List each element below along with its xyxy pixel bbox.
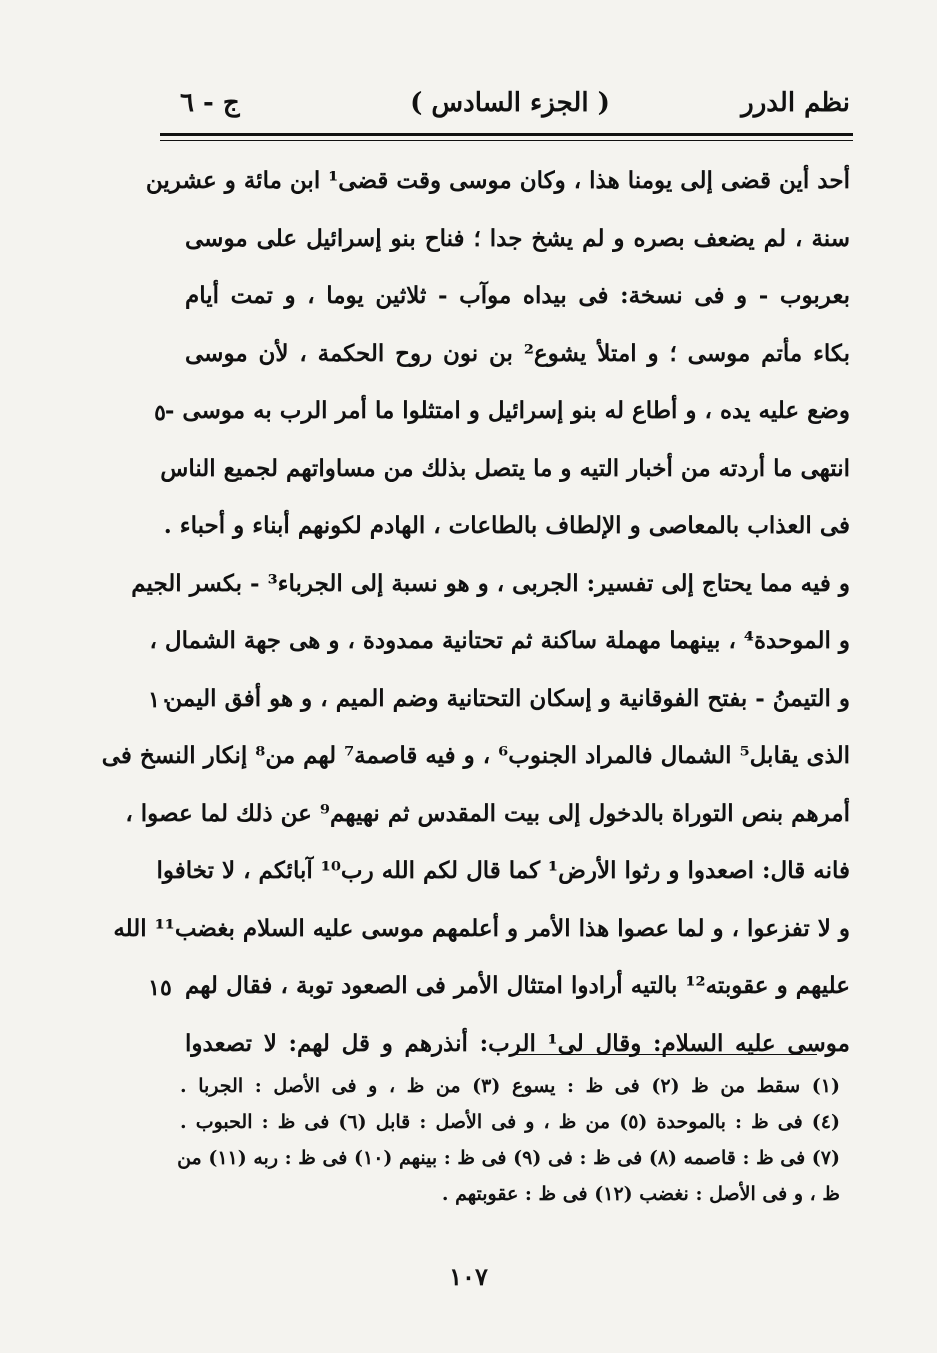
- text-line: بعربوب - و فى نسخة: فى بيداه موآب - ثلاثين يوما ، و تمت أيام: [185, 282, 850, 309]
- line-number: ١٥: [148, 975, 172, 1001]
- text-line: سنة ، لم يضعف بصره و لم يشخ جدا ؛ فناح بنو إسرائيل على موسى: [185, 224, 850, 252]
- footnote-line: (٤) فى ظ : بالموحدة (٥) من ظ ، و فى الأصل : قابل (٦) فى ظ : الحبوب .: [180, 1111, 840, 1133]
- text-line: و التيمنُ - بفتح الفوقانية و إسكان التحتانية وضم الميم ، و هو أفق اليمن: [165, 684, 850, 712]
- text-line: أمرهم بنص التوراة بالدخول إلى بيت المقدس ثم نهيهم⁹ عن ذلك لما عصوا ،: [125, 799, 850, 827]
- header-rule-thin: [160, 140, 853, 141]
- line-number: ٥: [154, 400, 166, 426]
- text-line: أحد أين قضى إلى يومنا هذا ، وكان موسى وقت قضى¹ ابن مائة و عشرين: [145, 167, 850, 194]
- page-number: ١٠٧: [449, 1262, 488, 1291]
- footnote-line: ظ ، و فى الأصل : نغضب (١٢) فى ظ : عقوبتهم .: [441, 1183, 840, 1205]
- running-header: [170, 88, 850, 128]
- footnote-line: (٧) فى ظ : قاصمه (٨) فى ظ : فى (٩) فى ظ : بينهم (١٠) فى ظ : ربه (١١) من: [177, 1147, 840, 1169]
- text-line: بكاء مأتم موسى ؛ و امتلأ يشوع² بن نون روح الحكمة ، لأن موسى: [185, 339, 850, 367]
- part-title: ( الجزء السادس ): [410, 88, 610, 118]
- text-line: و فيه مما يحتاج إلى تفسير: الجربى ، و هو نسبة إلى الجرباء³ - بكسر الجيم: [131, 569, 850, 597]
- footnote-line: (١) سقط من ظ (٢) فى ظ : يسوع (٣) من ظ ، و فى الأصل : الجربا .: [180, 1075, 841, 1097]
- text-line: فى العذاب بالمعاصى و الإلطاف بالطاعات ، الهادم لكونهم أبناء و أحباء .: [163, 512, 850, 539]
- text-line: و لا تفزعوا ، و لما عصوا هذا الأمر و أعلمهم موسى عليه السلام بغضب¹¹ الله: [113, 914, 850, 942]
- text-line: و الموحدة⁴ ، بينهما مهملة ساكنة ثم تحتانية ممدودة ، و هى جهة الشمال ،: [149, 627, 850, 654]
- text-line: الذى يقابل⁵ الشمال فالمراد الجنوب⁶ ، و فيه قاصمة⁷ لهم من⁸ إنكار النسخ فى: [101, 742, 850, 769]
- book-title: نظم الدرر: [741, 88, 850, 118]
- text-line: انتهى ما أردته من أخبار التيه و ما يتصل بذلك من مساواتهم لجميع الناس: [160, 454, 850, 482]
- footnote-rule: [512, 1054, 817, 1055]
- text-line: وضع عليه يده ، و أطاع له بنو إسرائيل و امتثلوا ما أمر الرب به موسى -: [164, 397, 850, 424]
- text-line: فانه قال: اصعدوا و رثوا الأرض¹ كما قال لكم الله رب¹⁰ آبائكم ، لا تخافوا: [156, 857, 850, 884]
- volume-label: ج - ٦: [180, 88, 240, 118]
- text-line: عليهم و عقوبته¹² بالتيه أرادوا امتثال الأمر فى الصعود توبة ، فقال لهم: [185, 972, 850, 999]
- header-rule-thick: [160, 133, 853, 136]
- line-number: ١٠: [148, 687, 172, 713]
- text-line: موسى عليه السلام: وقال لى¹ الرب: أنذرهم و قل لهم: لا تصعدوا: [185, 1029, 850, 1057]
- footnotes: [177, 1068, 841, 1212]
